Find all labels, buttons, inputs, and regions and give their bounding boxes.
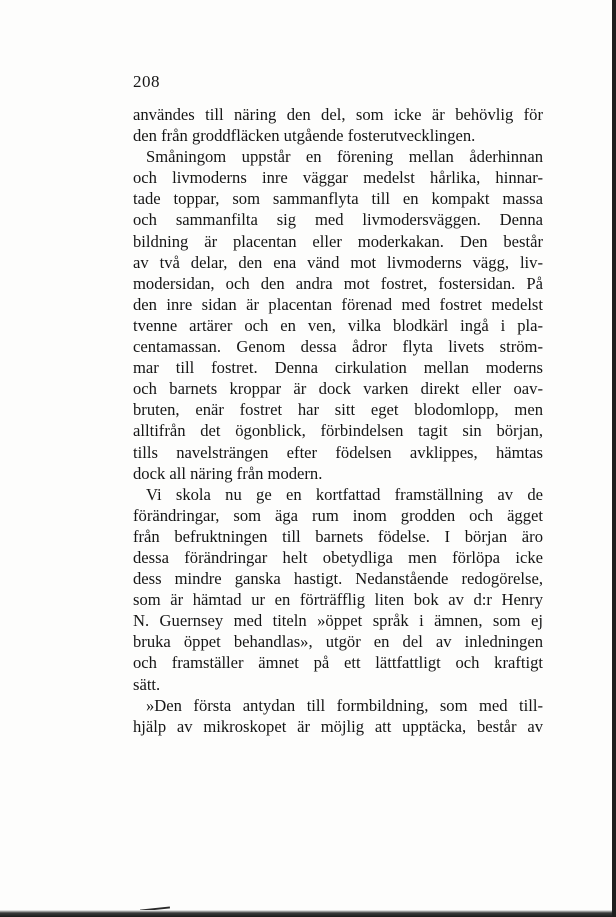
text-line: den inre sidan är placentan förenad med fostret medelst: [133, 294, 543, 314]
text-line: bruka öppet behandlas», utgör en del av inledningen: [133, 632, 543, 652]
text-line: dess mindre ganska hastigt. Nedanstående redogörelse,: [133, 569, 543, 589]
text-line: mar till fostret. Denna cirkulation mellan moderns: [133, 358, 543, 378]
page-number: 208: [133, 72, 160, 91]
text-line: Vi skola nu ge en kortfattad framställning av de: [146, 484, 543, 504]
text-line: N. Guernsey med titeln »öppet språk i ämnen, som ej: [133, 611, 543, 631]
text-line: från befruktningen till barnets födelse. I början äro: [133, 526, 543, 546]
text-line: dessa förändringar helt obetydliga men förlöpa icke: [133, 547, 543, 567]
text-line: som är hämtad ur en förträfflig liten bok av d:r Henry: [133, 590, 543, 610]
scan-edge-bottom: [0, 910, 616, 917]
text-line: alltifrån det ögonblick, förbindelsen tagit sin början,: [133, 421, 543, 441]
text-line: av två delar, den ena vänd mot livmoderns vägg, liv-: [133, 252, 543, 272]
text-line: »Den första antydan till formbildning, som med till-: [146, 695, 543, 715]
text-line: och barnets kroppar är dock varken direkt eller oav-: [133, 379, 543, 399]
text-line: centamassan. Genom dessa ådror flyta livets ström-: [133, 337, 543, 357]
scan-edge-right: [612, 0, 616, 917]
body-text: [133, 104, 543, 737]
text-line: Småningom uppstår en förening mellan åderhinnan: [146, 147, 543, 167]
text-line: sätt.: [133, 674, 161, 694]
paragraph: [133, 146, 543, 484]
text-line: modersidan, och den andra mot fostret, fostersidan. På: [133, 273, 543, 293]
paragraph: [133, 484, 543, 695]
text-line: förändringar, som äga rum inom grodden och ägget: [133, 505, 543, 525]
text-line: tvenne artärer och en ven, vilka blodkärl ingå i pla-: [133, 315, 543, 335]
text-line: den från groddfläcken utgående fosterutvecklingen.: [133, 126, 476, 146]
text-line: och livmoderns inre väggar medelst hårlika, hinnar-: [133, 168, 543, 188]
text-line: tills navelsträngen efter födelsen avklippes, hämtas: [133, 442, 543, 462]
text-line: bildning är placentan eller moderkakan. Den består: [133, 231, 543, 251]
text-line: användes till näring den del, som icke är behövlig för: [133, 105, 543, 124]
text-line: tade toppar, som sammanflyta till en kompakt massa: [133, 189, 543, 209]
text-line: och framställer ämnet på ett lättfattligt och kraftigt: [133, 653, 543, 673]
text-line: bruten, enär fostret har sitt eget blodomlopp, men: [133, 400, 543, 420]
paragraph: [133, 104, 543, 146]
text-line: hjälp av mikroskopet är möjlig att upptäcka, består av: [133, 716, 543, 736]
text-line: och sammanfilta sig med livmodersväggen. Denna: [133, 210, 543, 230]
text-line: dock all näring från modern.: [133, 463, 323, 483]
paragraph: [133, 695, 543, 737]
